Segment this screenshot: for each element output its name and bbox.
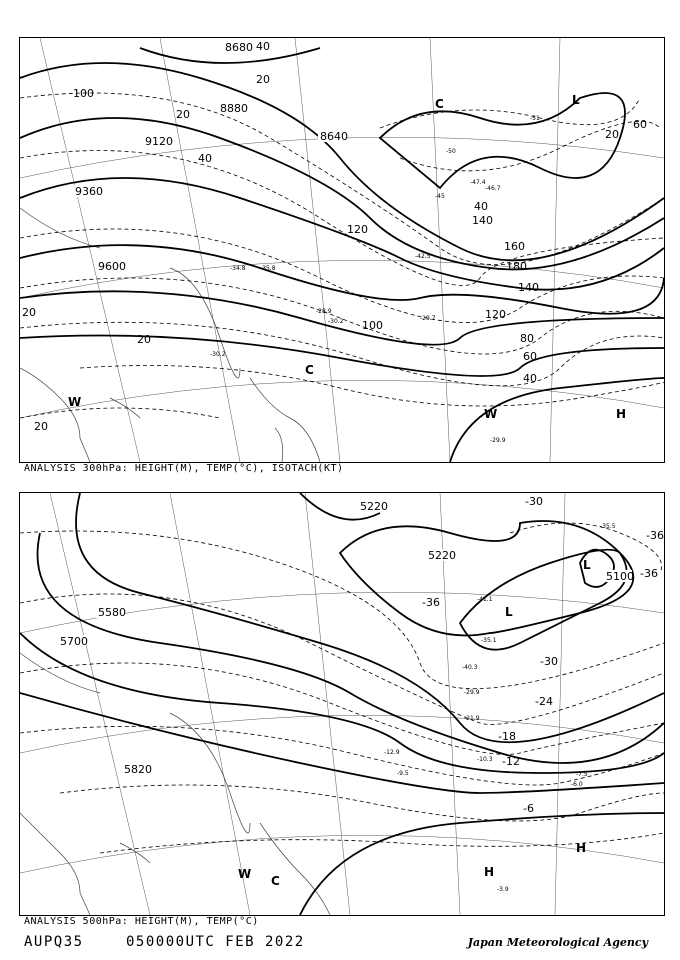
isotach-label: 20 [605,128,619,141]
isotherm-label: -24 [535,695,553,708]
isotach-label: 80 [520,332,534,345]
isotach-label: 20 [256,73,270,86]
isotach-label-group [22,40,647,433]
valid-time: 050000UTC FEB 2022 [126,934,305,950]
high-center: H [576,841,587,855]
high-center: H [616,407,627,421]
station-label: -35.5 [600,523,616,530]
cold-center: C [271,874,280,888]
caption-500hpa: ANALYSIS 500hPa: HEIGHT(M), TEMP(°C) [24,916,259,927]
isotherm-label: -30 [525,495,543,508]
temp-label: -30.2 [328,318,344,325]
isotach-label: 40 [474,200,488,213]
station-label: -41.1 [477,596,493,603]
height-label-8640: 8640 [320,130,348,143]
map-300hpa-svg [20,38,664,462]
station-label: -29.9 [464,689,480,696]
high-center: H [484,865,495,879]
temp-label: -50 [446,148,456,155]
station-label: -7.5 [576,771,588,778]
isotach-label: 20 [22,306,36,319]
isotherm-label: -18 [498,730,516,743]
isotach-label: 40 [256,40,270,53]
temp-label: -29.7 [420,315,436,322]
warm-center: W [238,867,252,881]
temp-label: -28.9 [316,308,332,315]
height-label-9120: 9120 [145,135,173,148]
isotherm-label: -30 [540,655,558,668]
isotach-label: 40 [523,372,537,385]
isotherm-label: -6 [523,802,534,815]
station-label-group [384,523,616,893]
station-label: -21.9 [464,715,480,722]
isotach-label: 20 [176,108,190,121]
height-label-8880: 8880 [220,102,248,115]
isotach-label: 40 [198,152,212,165]
isotherm-label: -36 [422,596,440,609]
height-label-5220: 5220 [360,500,388,513]
isotherm-label: -12 [502,755,520,768]
temp-label: -35.8 [260,265,276,272]
coastline [20,653,330,915]
station-label: -35.1 [481,637,497,644]
isotach-label: 120 [347,223,368,236]
chart-id: AUPQ35 [24,934,84,950]
warm-center: W [68,395,82,409]
map-500hpa [19,492,665,916]
caption-300hpa: ANALYSIS 300hPa: HEIGHT(M), TEMP(°C), ISOTACH(KT) [24,463,344,474]
isotherm-label: -36 [640,567,658,580]
station-label: -6.0 [571,781,583,788]
station-label: -12.9 [384,749,400,756]
low-center: L [505,605,513,619]
height-contours [20,493,664,915]
height-label-9360: 9360 [75,185,103,198]
temp-label: -34.8 [230,265,246,272]
isotach-label: 120 [485,308,506,321]
isotach-label: 20 [34,420,48,433]
temp-label: -47.4 [470,179,486,186]
warm-center: W [484,407,498,421]
height-label-8680: 8680 [225,41,253,54]
map-500hpa-svg [20,493,664,915]
height-label-5220: 5220 [428,549,456,562]
agency-name: Japan Meteorological Agency [467,936,648,949]
temp-label: -45 [435,193,445,200]
temp-label: -51 [530,115,540,122]
isotach-label: 100 [73,87,94,100]
low-center: L [572,93,580,107]
cold-center: C [305,363,314,377]
low-center: L [583,558,591,572]
height-label-5100: 5100 [606,570,634,583]
temp-label: -46.7 [485,185,501,192]
isotach-label: 140 [472,214,493,227]
station-label: -10.3 [477,756,493,763]
station-label: -3.9 [497,886,509,893]
map-300hpa [19,37,665,463]
station-label: -40.3 [462,664,478,671]
isotherm-label: -36 [646,529,664,542]
height-label-group [58,500,634,776]
coastline [20,208,320,462]
station-label: -9.5 [397,770,409,777]
height-label-5580: 5580 [98,606,126,619]
height-label-5820: 5820 [124,763,152,776]
isotach-label: 180 [506,260,527,273]
temp-label: -29.9 [490,437,506,444]
temperature-label-group [210,115,540,444]
temp-label: -42.5 [415,253,431,260]
cold-center: C [435,97,444,111]
height-label-9600: 9600 [98,260,126,273]
isotach-label: 60 [633,118,647,131]
isotach-label: 100 [362,319,383,332]
temp-label: -30.2 [210,351,226,358]
isotach-label: 160 [504,240,525,253]
isotach-label: 140 [518,281,539,294]
isotach-label: 60 [523,350,537,363]
isotach-label: 20 [137,333,151,346]
height-label-5700: 5700 [60,635,88,648]
